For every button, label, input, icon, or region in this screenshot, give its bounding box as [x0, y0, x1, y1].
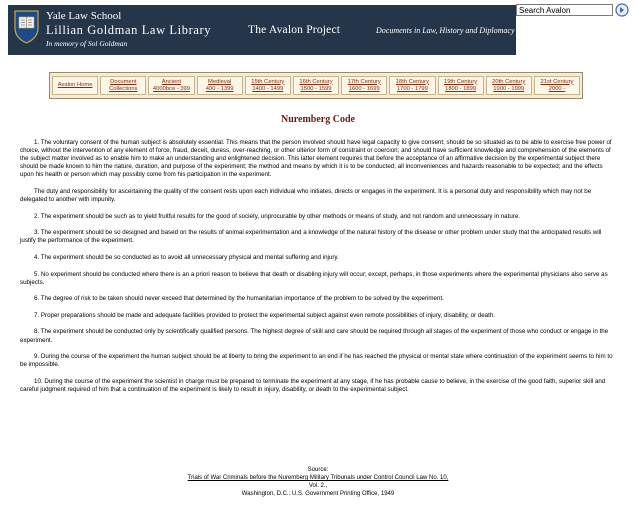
- paragraph-consent-duty: The duty and responsibility for ascertaining the quality of the consent rests upon each individual who initiates, directs or engages in the experiment. It is a personal duty and responsibility which may not be delegated to another with impunity.: [20, 187, 592, 204]
- nav-item-15th-century[interactable]: [245, 76, 291, 95]
- nav-item-18th-century[interactable]: [389, 76, 435, 95]
- nav-link-label[interactable]: [109, 79, 137, 93]
- nav-link-line2: 1400 - 1499: [252, 85, 284, 92]
- nav-item-20th-century[interactable]: [486, 76, 532, 95]
- nav-link-label[interactable]: [58, 82, 93, 89]
- nav-link-line2: Collections: [109, 85, 138, 92]
- nav-link-line2: 1800 - 1899: [445, 85, 477, 92]
- paragraph-principle-8: 8. The experiment should be conducted only by scientifically qualified persons. The highest degree of skill and care should be required through all stages of the experiment of those who conduct or engage in the experiment.: [20, 328, 609, 344]
- nav-item-ancient[interactable]: [148, 76, 194, 95]
- nav-link-label[interactable]: [444, 79, 477, 93]
- paragraph-principle-7: 7. Proper preparations should be made and adequate facilities provided to protect the experimental subject against even remote possibilities of injury, disability, or death.: [34, 311, 496, 319]
- paragraph-principle-3: 3. The experiment should be so designed and based on the results of animal experimentation and a knowledge of the natural history of the disease or other problem under study that the anticipated results will justify the performance of the experiment.: [20, 229, 602, 245]
- nav-link-line1: 16th Century: [299, 78, 333, 85]
- paragraph-principle-5: 5. No experiment should be conducted where there is an a priori reason to believe that death or disabling injury will occur; except, perhaps, in those experiments where the experimental physicians also serve as subjects.: [20, 270, 608, 286]
- yale-shield-icon[interactable]: [14, 10, 39, 44]
- school-name: Yale Law School: [46, 10, 122, 22]
- nav-item-document-collections[interactable]: [100, 76, 146, 95]
- nav-link-line1: 15th Century: [251, 78, 285, 85]
- nav-link-line2: 1700 - 1799: [396, 85, 428, 92]
- source-citation: [0, 466, 636, 498]
- nav-item-19th-century[interactable]: [438, 76, 484, 95]
- nav-link-line1: 17th Century: [347, 78, 381, 85]
- nav-link-line2: 4000bce - 399: [152, 85, 190, 92]
- search-go-icon[interactable]: [615, 3, 629, 17]
- paragraph-principle-4: 4. The experiment should be so conducted as to avoid all unnecessary physical and mental suffering and injury.: [34, 253, 339, 261]
- nav-link-line2: 1500 - 1599: [300, 85, 332, 92]
- nav-link-label[interactable]: [299, 79, 332, 93]
- nav-item-medieval[interactable]: [197, 76, 243, 95]
- nav-link-line1: 18th Century: [395, 78, 429, 85]
- project-title[interactable]: The Avalon Project: [248, 24, 341, 36]
- paragraph-principle-10: 10. During the course of the experiment the scientist in charge must be prepared to terminate the experiment at any stage, if he has probable cause to believe, in the exercise of the good faith, superior skill and careful judgment required of him that a continuation of the experiment is likely to result in injury, disability, or death to the experimental subject.: [20, 377, 606, 393]
- source-label: Source:: [307, 467, 329, 473]
- era-navigation-bar: [49, 72, 583, 99]
- paragraph-principle-1: 1. The voluntary consent of the human subject is absolutely essential. This means that the person involved should have legal capacity to give consent; should be so situated as to be able to exercise free power of choice, without the intervention of any element of force, fraud, deceit, duress, over-reaching, or other ulterior form of constraint or coercion; and should have sufficient knowledge and comprehension of the elements of the subject matter involved as to enable him to make an understanding and enlightened decision. This latter element requires that before the acceptance of an affirmative decision by the experimental subject there should be made known to him the nature, duration, and purpose of the experiment; the method and means by which it is to be conducted; all inconveniences and hazards reasonable to be expected; and the effects upon his health or person which may possibly come from his participation in the experiment.: [20, 139, 612, 179]
- page-title: Nuremberg Code: [281, 114, 355, 125]
- nav-link-line1: 20th Century: [492, 78, 526, 85]
- nav-link-label[interactable]: [206, 79, 234, 93]
- nav-link-label[interactable]: [251, 79, 284, 93]
- nav-item-16th-century[interactable]: [293, 76, 339, 95]
- project-subtitle: Documents in Law, History and Diplomacy: [376, 26, 515, 35]
- nav-item-avalon-home[interactable]: [52, 76, 98, 95]
- nav-link-line2: 400 - 1399: [205, 85, 234, 92]
- nav-link-line1: Ancient: [161, 78, 182, 85]
- nav-link-label[interactable]: [348, 79, 381, 93]
- nav-link-line1: Medieval: [208, 78, 232, 85]
- nav-link-line1: 21st Century: [540, 78, 574, 85]
- memorial-line: In memory of Sol Goldman: [46, 39, 128, 48]
- nav-item-21st-century[interactable]: [534, 76, 580, 95]
- source-volume: Vol. 2.,: [308, 483, 328, 489]
- library-name[interactable]: Lillian Goldman Law Library: [46, 23, 212, 37]
- nav-link-label[interactable]: [153, 79, 190, 93]
- document-body: [20, 139, 616, 402]
- nav-link-label[interactable]: [396, 79, 429, 93]
- source-publisher: Washington, D.C.: U.S. Government Printing Office, 1949: [241, 491, 395, 497]
- paragraph-principle-6: 6. The degree of risk to be taken should never exceed that determined by the humanitarian importance of the problem to be solved by the experiment.: [34, 295, 444, 303]
- nav-link-line2: 1900 - 1999: [493, 85, 525, 92]
- paragraph-principle-2: 2. The experiment should be such as to yield fruitful results for the good of society, unprocurable by other methods or means of study, and not random and unnecessary in nature.: [34, 212, 520, 220]
- nav-link-line2: 1600 - 1699: [348, 85, 380, 92]
- source-citation-link[interactable]: Trials of War Criminals before the Nuremberg Military Tribunals under Control Council Law No. 10,: [187, 475, 449, 481]
- site-header: [8, 5, 516, 55]
- nav-item-17th-century[interactable]: [341, 76, 387, 95]
- nav-link-line2: 2000 -: [548, 85, 566, 92]
- nav-link-line1: Avalon Home: [57, 82, 93, 88]
- nav-link-line1: Document: [110, 78, 137, 85]
- nav-link-line1: 19th Century: [443, 78, 478, 85]
- paragraph-principle-9: 9. During the course of the experiment the human subject should be at liberty to bring the experiment to an end if he has reached the physical or mental state where continuation of the experiment seems to him to be impossible.: [20, 353, 613, 369]
- nav-link-label[interactable]: [541, 79, 574, 93]
- nav-link-label[interactable]: [492, 79, 525, 93]
- search-input[interactable]: [516, 4, 613, 16]
